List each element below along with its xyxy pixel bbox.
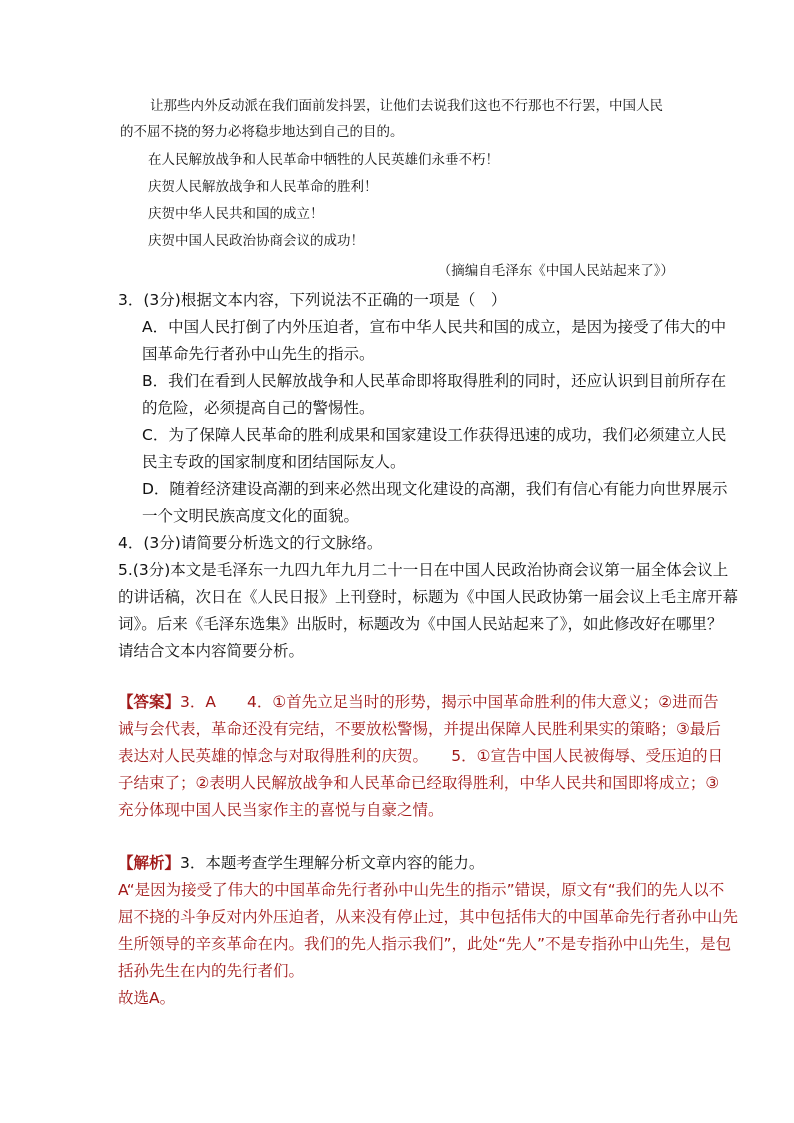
q3-option-a-line2: 国革命先行者孙中山先生的指示。 (142, 345, 375, 363)
excerpt-line: 让那些内外反动派在我们面前发抖罢，让他们去说我们这也不行那也不行罢，中国人民 (150, 98, 663, 114)
analysis-line: 屈不挠的斗争反对内外压迫者，从来没有停止过，其中包括伟大的中国革命先行者孙中山先 (118, 908, 739, 926)
excerpt-line: 在人民解放战争和人民革命中牺牲的人民英雄们永垂不朽！ (148, 152, 499, 168)
answer-text: 3．A 4．①首先立足当时的形势，揭示中国革命胜利的伟大意义；②进而告 (180, 693, 719, 711)
q3-option-b-line1: B．我们在看到人民解放战争和人民革命即将取得胜利的同时，还应认识到目前所存在 (142, 372, 727, 390)
answer-tag: 【答案】 (118, 693, 181, 711)
question-5-line: 的讲话稿，次日在《人民日报》上刊登时，标题为《中国人民政协第一届会议上毛主席开幕 (118, 588, 739, 606)
excerpt-line: 庆贺人民解放战争和人民革命的胜利！ (148, 179, 378, 195)
question-5-line: 5.(3分)本文是毛泽东一九四九年九月二十一日在中国人民政治协商会议第一届全体会议上 (118, 561, 729, 579)
analysis-line: 括孙先生在内的先行者们。 (118, 962, 305, 980)
analysis-line (118, 851, 484, 873)
q3-option-d-line1: D．随着经济建设高潮的到来必然出现文化建设的高潮，我们有信心有能力向世界展示 (142, 480, 728, 498)
analysis-line: 生所领导的辛亥革命在内。我们的先人指示我们”，此处“先人”不是专指孙中山先生，是包 (118, 935, 732, 953)
q3-option-b-line2: 的危险，必须提高自己的警惕性。 (142, 399, 375, 417)
q3-option-a-line1: A．中国人民打倒了内外压迫者，宣布中华人民共和国的成立，是因为接受了伟大的中 (142, 318, 727, 336)
excerpt-source: （摘编自毛泽东《中国人民站起来了》） (437, 263, 674, 279)
analysis-line: A“是因为接受了伟大的中国革命先行者孙中山先生的指示”错误，原文有“我们的先人以不 (118, 881, 725, 899)
analysis-text: 3．本题考查学生理解分析文章内容的能力。 (180, 854, 485, 872)
excerpt-line: 庆贺中华人民共和国的成立！ (148, 206, 324, 222)
q3-option-d-line2: 一个文明民族高度文化的面貌。 (142, 507, 360, 525)
analysis-line: 故选A。 (118, 989, 176, 1007)
q3-option-c-line2: 民主专政的国家制度和团结国际友人。 (142, 453, 406, 471)
analysis-tag: 【解析】 (118, 854, 181, 872)
question-5-line: 请结合文本内容简要分析。 (118, 642, 305, 660)
question-5-line: 词》。后来《毛泽东选集》出版时，标题改为《中国人民站起来了》，如此修改好在哪里？ (118, 615, 723, 633)
excerpt-line: 的不屈不挠的努力必将稳步地达到自己的目的。 (120, 124, 404, 140)
answer-line (118, 690, 719, 712)
excerpt-line: 庆贺中国人民政治协商会议的成功！ (148, 233, 364, 249)
answer-line: 充分体现中国人民当家作主的喜悦与自豪之情。 (118, 801, 444, 819)
answer-line: 子结束了；②表明人民解放战争和人民革命已经取得胜利，中华人民共和国即将成立；③ (118, 774, 720, 792)
question-3-stem: 3．(3分)根据文本内容，下列说法不正确的一项是（ ） (118, 291, 507, 309)
question-4-stem: 4．(3分)请简要分析选文的行文脉络。 (118, 534, 383, 552)
answer-line: 诫与会代表，革命还没有完结，不要放松警惕，并提出保障人民胜利果实的策略；③最后 (118, 720, 721, 738)
q3-option-c-line1: C．为了保障人民革命的胜利成果和国家建设工作获得迅速的成功，我们必须建立人民 (142, 426, 727, 444)
answer-line: 表达对人民英雄的悼念与对取得胜利的庆贺。 5．①宣告中国人民被侮辱、受压迫的日 (118, 747, 724, 765)
